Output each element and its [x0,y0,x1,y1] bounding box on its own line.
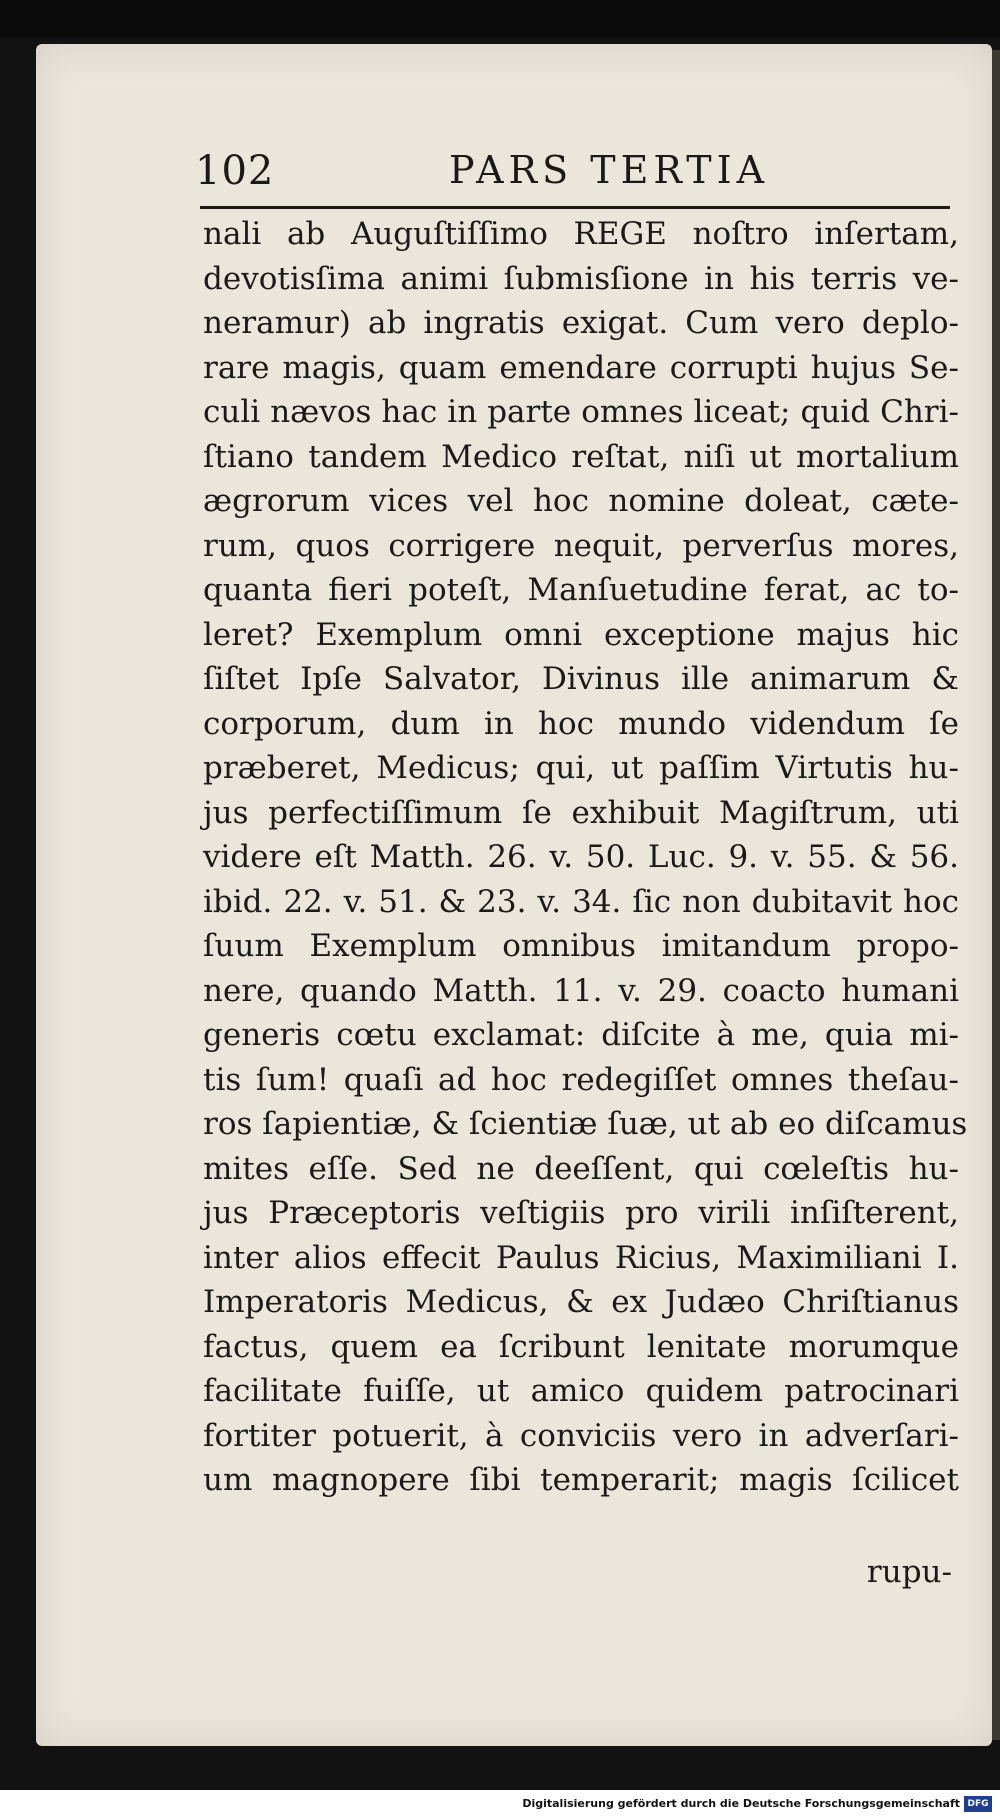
running-head [195,148,935,198]
text-line: tis ſum! quaſi ad hoc redegiſſet omnes theſau- [203,1061,959,1098]
text-line: inter alios effecit Paulus Ricius, Maximiliani I. [203,1239,959,1276]
section-title: PARS TERTIA [449,148,770,192]
catchword: rupu- [866,1554,952,1590]
text-line: quanta fieri poteſt, Manſuetudine ferat, ac to- [203,572,959,608]
text-line: generis cœtu exclamat: diſcite à me, quia mi- [203,1017,959,1053]
text-line: devotisſima animi ſubmisſione in his terris ve- [203,260,959,297]
text-line: facilitate fuiſſe, ut amico quidem patrocinari [203,1373,959,1409]
footer-credit: Digitalisierung gefördert durch die Deutsche Forschungsgemeinschaft [522,1797,960,1810]
text-line: ros ſapientiæ, & ſcientiæ ſuæ, ut ab eo diſcamus [203,1106,968,1142]
text-line: um magnopere ſibi temperarit; magis ſcilicet [203,1462,959,1498]
text-line: corporum, dum in hoc mundo videndum ſe [203,705,959,742]
page-number: 102 [195,148,275,194]
text-line: ſtiano tandem Medico reſtat, niſi ut mortalium [203,438,959,475]
body-text [203,212,968,1503]
text-line: mites eſſe. Sed ne deeſſent, qui cœleſtis hu- [203,1150,959,1187]
text-line: jus perfectiſſimum ſe exhibuit Magiſtrum, uti [203,794,959,831]
text-line: rum, quos corrigere nequit, perverſus mores, [203,527,959,564]
text-line: videre eſt Matth. 26. v. 50. Luc. 9. v. 55. & 56. [203,839,959,875]
text-line: præberet, Medicus; qui, ut paſſim Virtutis hu- [203,750,959,786]
text-line: neramur) ab ingratis exigat. Cum vero deplo- [203,305,959,341]
text-line: rare magis, quam emendare corrupti hujus Se- [203,349,959,386]
scan-top-border [0,0,1000,38]
text-line: nali ab Auguſtiſſimo REGE noſtro inſertam, [203,216,959,252]
text-line: leret? Exemplum omni exceptione majus hic [203,616,959,653]
text-line: ibid. 22. v. 51. & 23. v. 34. ſic non dubitavit hoc [203,883,959,920]
dfg-logo-icon: DFG [964,1796,992,1812]
text-line: jus Præceptoris veſtigiis pro virili inſiſterent, [203,1195,959,1231]
text-line: ſuum Exemplum omnibus imitandum propo- [203,928,959,964]
text-line: nere, quando Matth. 11. v. 29. coacto humani [203,972,959,1009]
head-rule [200,206,950,209]
text-line: culi nævos hac in parte omnes liceat; quid Chri- [203,394,959,430]
text-line: factus, quem ea ſcribunt lenitate morumque [203,1328,959,1365]
page-edge [992,50,1000,1740]
text-line: ægrorum vices vel hoc nomine doleat, cæte- [203,483,959,519]
text-line: ſiſtet Ipſe Salvator, Divinus ille animarum & [203,661,959,697]
digitization-footer [0,1790,1000,1820]
text-line: Imperatoris Medicus, & ex Judæo Chriſtianus [203,1284,959,1320]
text-line: fortiter potuerit, à conviciis vero in adverſari- [203,1417,959,1454]
